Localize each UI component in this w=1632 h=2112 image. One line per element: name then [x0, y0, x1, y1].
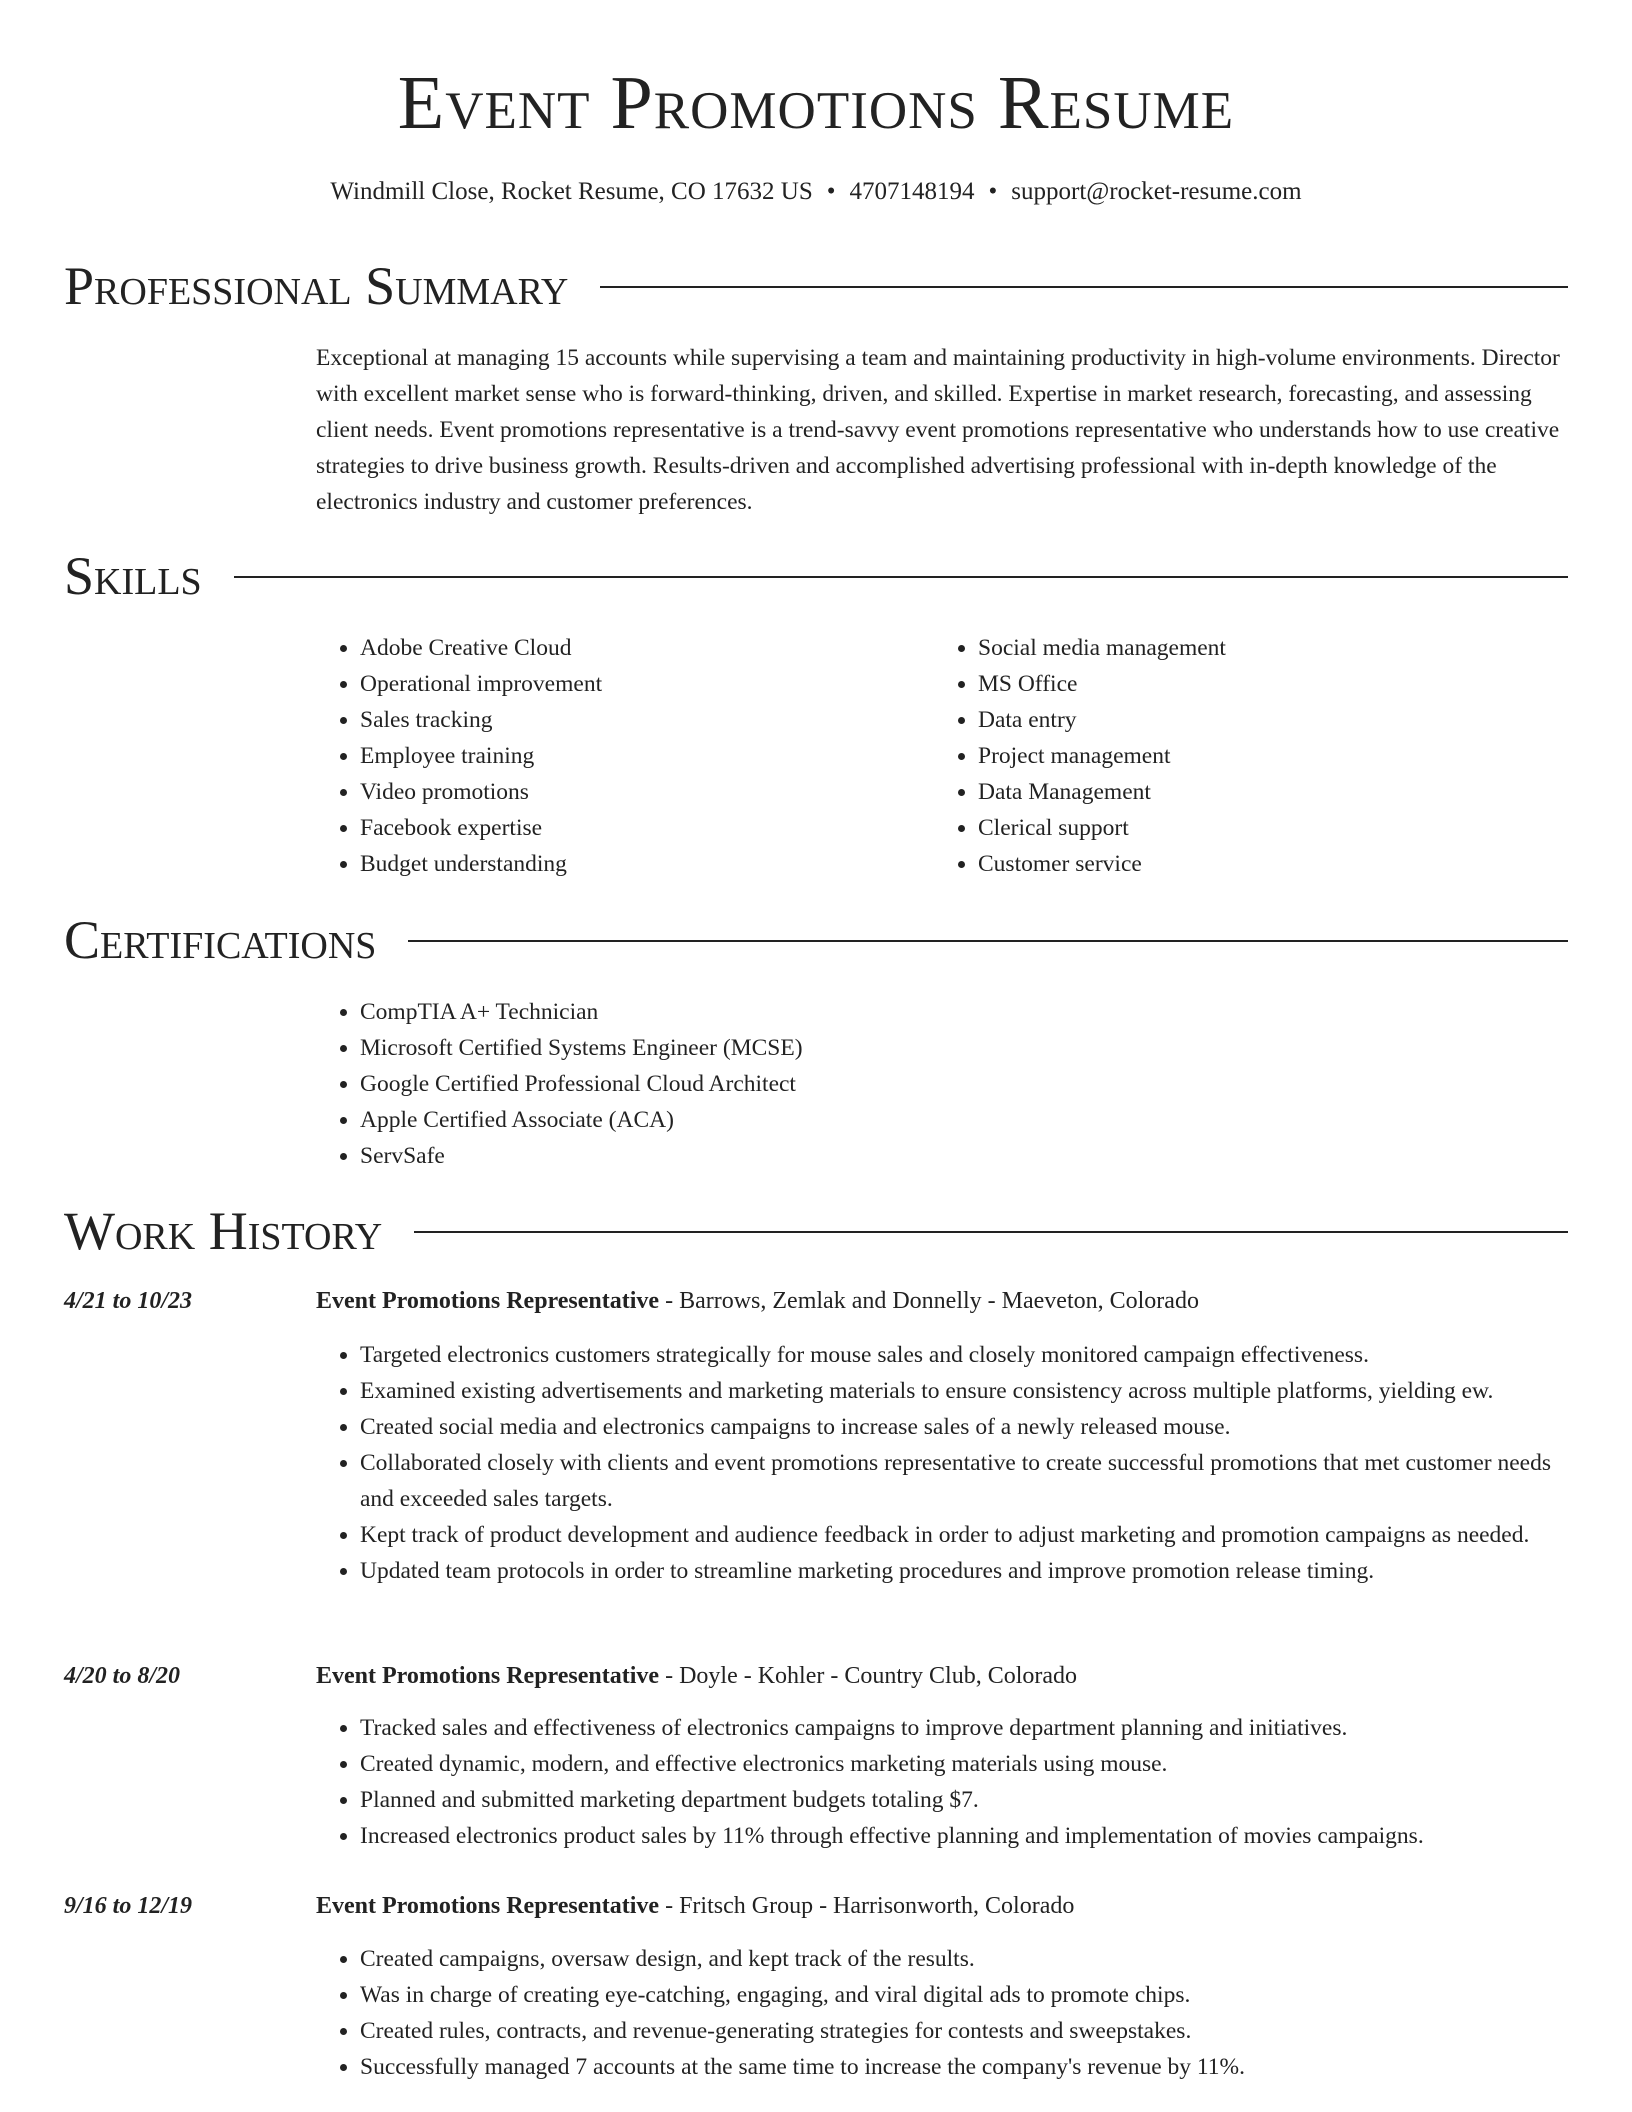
section-title-summary: Professional Summary	[64, 256, 569, 316]
skill-item: • Sales tracking	[360, 702, 876, 738]
section-divider	[234, 576, 1568, 578]
job-heading	[316, 1658, 1568, 1694]
job-bullet-list	[316, 1710, 1568, 1854]
job-dates: 9/16 to 12/19	[64, 1893, 193, 1919]
job-bullet: • Successfully managed 7 accounts at the same time to increase the company's revenue by 11%.	[360, 2049, 1568, 2085]
skill-item: • Clerical support	[978, 810, 1494, 846]
skill-item: • Video promotions	[360, 774, 876, 810]
skill-item: • Facebook expertise	[360, 810, 876, 846]
job-bullet: • Was in charge of creating eye-catching, engaging, and viral digital ads to promote chips.	[360, 1977, 1568, 2013]
skill-item: • Data Management	[978, 774, 1494, 810]
job-employer: - Fritsch Group - Harrisonworth, Colorado	[659, 1893, 1075, 1919]
job-bullet: • Created social media and electronics campaigns to increase sales of a newly released mouse.	[360, 1409, 1568, 1445]
section-divider	[600, 286, 1568, 288]
section-divider	[414, 1231, 1568, 1233]
skill-item: • Social media management	[978, 630, 1494, 666]
job-bullet: • Targeted electronics customers strategically for mouse sales and closely monitored campaign effectiveness.	[360, 1337, 1568, 1373]
skill-item: • Employee training	[360, 738, 876, 774]
skill-item: • Operational improvement	[360, 666, 876, 702]
job-bullet: • Created campaigns, oversaw design, and kept track of the results.	[360, 1941, 1568, 1977]
section-divider	[408, 940, 1568, 942]
summary-text: Exceptional at managing 15 accounts while supervising a team and maintaining productivity in high-volume environments. Director with excellent market sense who is forward-thinking, driven, and skilled. Expertise in market research, forecasting, and assessing client needs. Event promotions representative is a trend-savvy event promotions representative who understands how to use creative strategies to drive business growth. Results-driven and accomplished advertising professional with in-depth knowledge of the electronics industry and customer preferences.	[316, 345, 1560, 515]
section-title-certifications: Certifications	[64, 910, 377, 970]
skill-item: • Adobe Creative Cloud	[360, 630, 876, 666]
job-bullet-list	[316, 1337, 1568, 1589]
job-dates: 4/21 to 10/23	[64, 1288, 193, 1314]
job-bullet: • Increased electronics product sales by 11% through effective planning and implementation of movies campaigns.	[360, 1818, 1568, 1854]
certification-item: • Google Certified Professional Cloud Architect	[360, 1066, 1216, 1102]
skill-item: • Project management	[978, 738, 1494, 774]
contact-address: Windmill Close, Rocket Resume, CO 17632 US	[330, 178, 813, 205]
job-bullet: • Created dynamic, modern, and effective electronics marketing materials using mouse.	[360, 1746, 1568, 1782]
job-bullet-list	[316, 1941, 1568, 2085]
job-role: Event Promotions Representative	[316, 1288, 660, 1314]
job-heading	[316, 1888, 1568, 1924]
section-header-summary	[64, 254, 1568, 318]
skill-item: • MS Office	[978, 666, 1494, 702]
job-bullet: • Collaborated closely with clients and event promotions representative to create successful promotions that met customer needs and exceeded sales targets.	[360, 1445, 1568, 1517]
certification-item: • ServSafe	[360, 1138, 1216, 1174]
skills-column-left	[316, 630, 876, 882]
job-bullet: • Created rules, contracts, and revenue-generating strategies for contests and sweepstakes.	[360, 2013, 1568, 2049]
skill-item: • Budget understanding	[360, 846, 876, 882]
job-bullet: • Tracked sales and effectiveness of electronics campaigns to improve department planning and initiatives.	[360, 1710, 1568, 1746]
certification-item: • Apple Certified Associate (ACA)	[360, 1102, 1216, 1138]
job-role: Event Promotions Representative	[316, 1893, 660, 1919]
section-header-skills	[64, 544, 1568, 608]
skill-item: • Customer service	[978, 846, 1494, 882]
contact-separator: •	[988, 178, 998, 205]
contact-phone: 4707148194	[849, 178, 975, 205]
skill-item: • Data entry	[978, 702, 1494, 738]
job-employer: - Doyle - Kohler - Country Club, Colorado	[659, 1663, 1078, 1689]
certifications-list	[316, 994, 1216, 1174]
section-header-certifications	[64, 908, 1568, 972]
certification-item: • CompTIA A+ Technician	[360, 994, 1216, 1030]
job-dates: 4/20 to 8/20	[64, 1663, 181, 1689]
job-heading	[316, 1283, 1568, 1319]
job-bullet: • Updated team protocols in order to streamline marketing procedures and improve promotion release timing.	[360, 1553, 1568, 1589]
section-title-work-history: Work History	[64, 1201, 383, 1261]
job-employer: - Barrows, Zemlak and Donnelly - Maeveton, Colorado	[659, 1288, 1199, 1314]
contact-email: support@rocket-resume.com	[1011, 178, 1302, 205]
job-bullet: • Examined existing advertisements and marketing materials to ensure consistency across multiple platforms, yielding ew.	[360, 1373, 1568, 1409]
contact-separator: •	[826, 178, 836, 205]
job-role: Event Promotions Representative	[316, 1663, 660, 1689]
skills-column-right	[934, 630, 1494, 882]
contact-line	[0, 175, 1632, 209]
section-header-work-history	[64, 1199, 1568, 1263]
certification-item: • Microsoft Certified Systems Engineer (MCSE)	[360, 1030, 1216, 1066]
resume-title: Event Promotions Resume	[397, 61, 1235, 145]
job-bullet: • Kept track of product development and audience feedback in order to adjust marketing and promotion campaigns as needed.	[360, 1517, 1568, 1553]
job-bullet: • Planned and submitted marketing department budgets totaling $7.	[360, 1782, 1568, 1818]
section-title-skills: Skills	[64, 546, 202, 606]
